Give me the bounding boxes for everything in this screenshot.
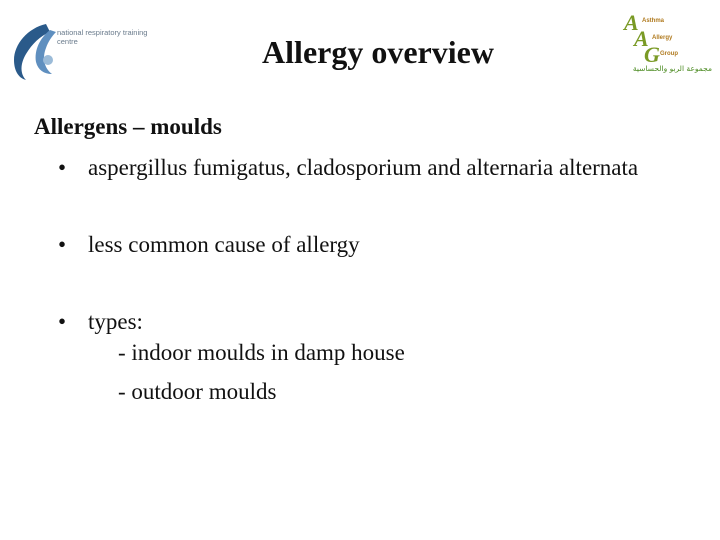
logo-letter-g: G [644,42,660,67]
logo-letter-a2: A [634,26,649,51]
bullet-list [58,152,698,411]
slide-title: Allergy overview [262,34,494,70]
sub-item: - outdoor moulds [118,379,277,404]
logo-arabic-text: مجموعة الربو والحساسية [632,64,712,73]
nrtc-logo-text: national respiratory training centre [57,28,148,46]
logo-word-asthma: Asthma [642,18,665,24]
logo-word-group: Group [660,51,678,57]
logo-letter-a1: A [624,10,639,35]
bullet-marker: • [58,309,67,334]
logo-word-allergy: Allergy [652,35,673,41]
sub-item: - indoor moulds in damp house [118,340,405,365]
bullet-text: aspergillus fumigatus, cladosporium and alternaria alternata [88,155,639,180]
bullet-text: less common cause of allergy [88,232,360,257]
bullet-marker: • [58,155,67,180]
bullet-item [58,152,698,183]
bullet-text: types: [88,309,143,334]
section-heading: Allergens – moulds [34,114,222,139]
bullet-item [58,229,698,260]
bullet-marker: • [58,232,67,257]
bullet-item [58,306,698,337]
